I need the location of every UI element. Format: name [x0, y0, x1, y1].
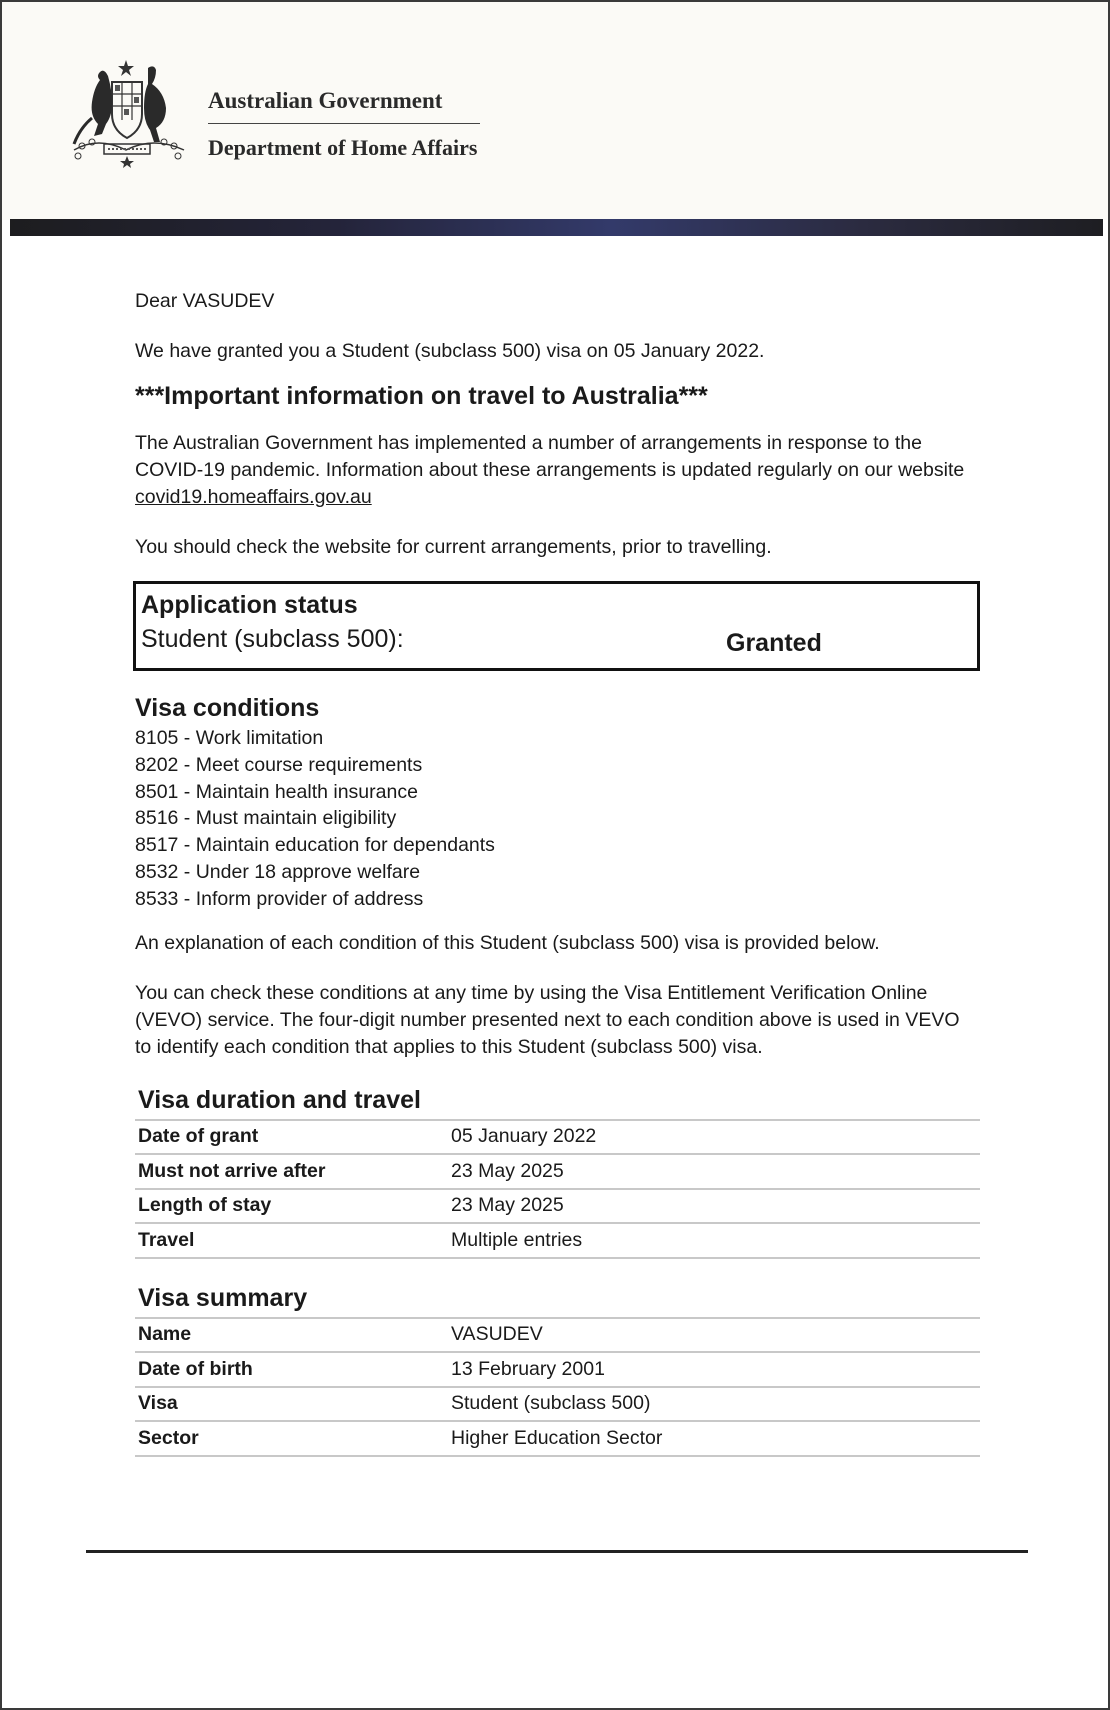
table-row	[135, 1318, 980, 1353]
table-row	[135, 1352, 980, 1387]
conditions-list	[135, 725, 980, 913]
status-label: Student (subclass 500):	[141, 625, 404, 653]
application-status-box	[133, 581, 980, 671]
row-value: 23 May 2025	[448, 1189, 980, 1224]
conditions-explanation: An explanation of each condition of this Student (subclass 500) visa is provided below.	[135, 931, 880, 954]
table-row	[135, 1120, 980, 1155]
row-value: 13 February 2001	[448, 1352, 980, 1387]
visa-summary-title: Visa summary	[138, 1283, 308, 1312]
government-title: Australian Government	[208, 88, 443, 113]
status-value: Granted	[726, 629, 822, 657]
row-value: Higher Education Sector	[448, 1421, 980, 1456]
table-row	[135, 1154, 980, 1189]
grant-statement: We have granted you a Student (subclass 500) visa on 05 January 2022.	[135, 340, 765, 362]
condition-item: 8202 - Meet course requirements	[135, 753, 423, 776]
important-heading: ***Important information on travel to Australia***	[135, 382, 708, 410]
condition-item: 8501 - Maintain health insurance	[135, 780, 418, 803]
status-title: Application status	[141, 591, 358, 619]
table-row	[135, 1189, 980, 1224]
row-value: Multiple entries	[448, 1223, 980, 1258]
condition-item: 8105 - Work limitation	[135, 727, 324, 749]
footer-rule	[86, 1550, 1028, 1553]
row-key: Date of birth	[135, 1352, 448, 1387]
row-key: Must not arrive after	[135, 1154, 448, 1189]
covid-paragraph	[135, 430, 980, 511]
coat-of-arms-icon	[68, 58, 196, 168]
condition-item: 8516 - Must maintain eligibility	[135, 807, 397, 830]
row-value: 05 January 2022	[448, 1120, 980, 1155]
row-value: VASUDEV	[448, 1318, 980, 1353]
letterhead	[2, 2, 1108, 220]
check-website-note: You should check the website for current arrangements, prior to travelling.	[135, 536, 772, 558]
table-row	[135, 1223, 980, 1258]
row-key: Name	[135, 1318, 448, 1353]
visa-summary-table	[135, 1317, 980, 1457]
vevo-paragraph: You can check these conditions at any time by using the Visa Entitlement Verification Online (VEVO) service. The four-digit number presented next to each condition above is used in VEVO to identify each condition that applies to this Student (subclass 500) visa.	[135, 981, 960, 1058]
letter-body	[135, 288, 980, 1457]
covid-website-link[interactable]: covid19.homeaffairs.gov.au	[135, 486, 372, 508]
condition-item: 8517 - Maintain education for dependants	[135, 834, 495, 857]
row-key: Length of stay	[135, 1189, 448, 1224]
visa-duration-table	[135, 1119, 980, 1259]
covid-text: The Australian Government has implemented a number of arrangements in response to the COVID-19 pandemic. Information about these arrangements is updated regularly on our website	[135, 432, 965, 481]
row-key: Travel	[135, 1223, 448, 1258]
header-band	[10, 219, 1103, 236]
table-row	[135, 1387, 980, 1422]
greeting: Dear VASUDEV	[135, 290, 275, 312]
visa-conditions-title: Visa conditions	[135, 694, 320, 722]
department-title: Department of Home Affairs	[208, 135, 478, 160]
table-row	[135, 1421, 980, 1456]
row-value: 23 May 2025	[448, 1154, 980, 1189]
letterhead-rule	[208, 123, 480, 124]
row-key: Date of grant	[135, 1120, 448, 1155]
condition-item: 8533 - Inform provider of address	[135, 887, 424, 910]
row-key: Visa	[135, 1387, 448, 1422]
row-value: Student (subclass 500)	[448, 1387, 980, 1422]
visa-duration-title: Visa duration and travel	[138, 1085, 421, 1114]
condition-item: 8532 - Under 18 approve welfare	[135, 860, 421, 883]
row-key: Sector	[135, 1421, 448, 1456]
